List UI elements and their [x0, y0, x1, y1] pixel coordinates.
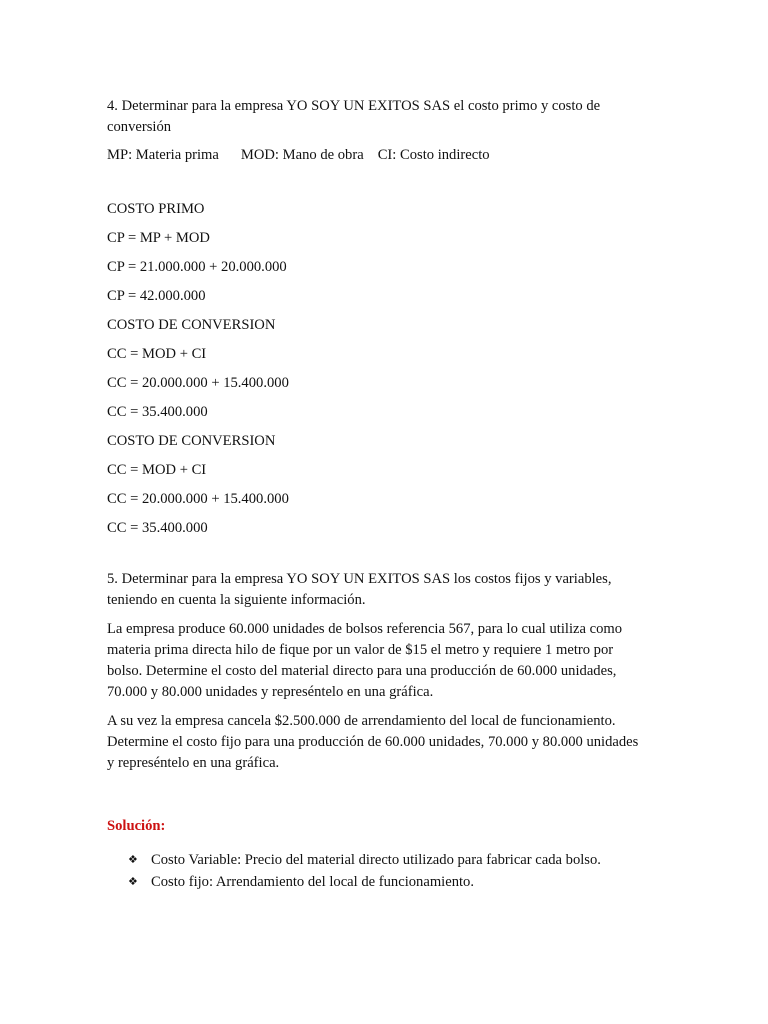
section-5-heading: [107, 569, 667, 611]
paragraph-line: materia prima directa hilo de fique por un valor de $15 el metro y requiere 1 metro por: [107, 642, 614, 658]
paragraph-line: Determine el costo fijo para una producción de 60.000 unidades, 70.000 y 80.000 unidades: [107, 734, 639, 750]
calc-line: CC = MOD + CI: [107, 462, 207, 478]
cost-calculations: [107, 195, 667, 543]
paragraph-variable-cost: [107, 619, 667, 703]
definition-ci: CI: Costo indirecto: [377, 147, 490, 163]
calc-line: CP = 42.000.000: [107, 288, 206, 304]
diamond-bullet-icon: ❖: [128, 853, 138, 866]
calc-line: CC = MOD + CI: [107, 346, 207, 362]
definition-mod: MOD: Mano de obra: [240, 147, 364, 163]
solution-bullet-list: [107, 849, 667, 893]
heading-line: 5. Determinar para la empresa YO SOY UN EXITOS SAS los costos fijos y variables,: [107, 571, 612, 587]
document-page: [107, 96, 667, 893]
definition-mp: MP: Materia prima: [107, 147, 219, 163]
calc-line: CC = 35.400.000: [107, 404, 208, 420]
heading-line: teniendo en cuenta la siguiente información.: [107, 592, 366, 608]
spacer: [107, 837, 667, 849]
paragraph-line: y represéntelo en una gráfica.: [107, 755, 280, 771]
paragraph-fixed-cost: [107, 711, 667, 774]
paragraph-line: 70.000 y 80.000 unidades y represéntelo en una gráfica.: [107, 684, 434, 700]
calc-line: COSTO DE CONVERSION: [107, 433, 276, 449]
spacer: [107, 703, 667, 711]
calc-line: COSTO PRIMO: [107, 201, 205, 217]
heading-line: 4. Determinar para la empresa YO SOY UN EXITOS SAS el costo primo y costo de: [107, 98, 601, 114]
calc-line: CC = 20.000.000 + 15.400.000: [107, 491, 289, 507]
spacer: [107, 166, 667, 195]
calc-line: CC = 20.000.000 + 15.400.000: [107, 375, 289, 391]
calc-line: CP = MP + MOD: [107, 230, 210, 246]
bullet-text: Costo Variable: Precio del material directo utilizado para fabricar cada bolso.: [151, 852, 601, 868]
abbreviation-definitions: [107, 145, 667, 166]
calc-line: CC = 35.400.000: [107, 520, 208, 536]
section-4-heading: [107, 96, 667, 138]
bullet-text: Costo fijo: Arrendamiento del local de funcionamiento.: [151, 874, 475, 890]
spacer: [107, 543, 667, 569]
paragraph-line: bolso. Determine el costo del material directo para una producción de 60.000 unidades,: [107, 663, 617, 679]
calc-line: CP = 21.000.000 + 20.000.000: [107, 259, 287, 275]
paragraph-line: La empresa produce 60.000 unidades de bolsos referencia 567, para lo cual utiliza como: [107, 621, 623, 637]
list-item: [107, 849, 667, 871]
paragraph-line: A su vez la empresa cancela $2.500.000 de arrendamiento del local de funcionamiento.: [107, 713, 616, 729]
diamond-bullet-icon: ❖: [128, 875, 138, 888]
list-item: [107, 871, 667, 893]
heading-line: conversión: [107, 119, 172, 135]
calc-line: COSTO DE CONVERSION: [107, 317, 276, 333]
spacer: [107, 774, 667, 816]
spacer: [107, 611, 667, 619]
solution-title: Solución:: [107, 818, 166, 834]
